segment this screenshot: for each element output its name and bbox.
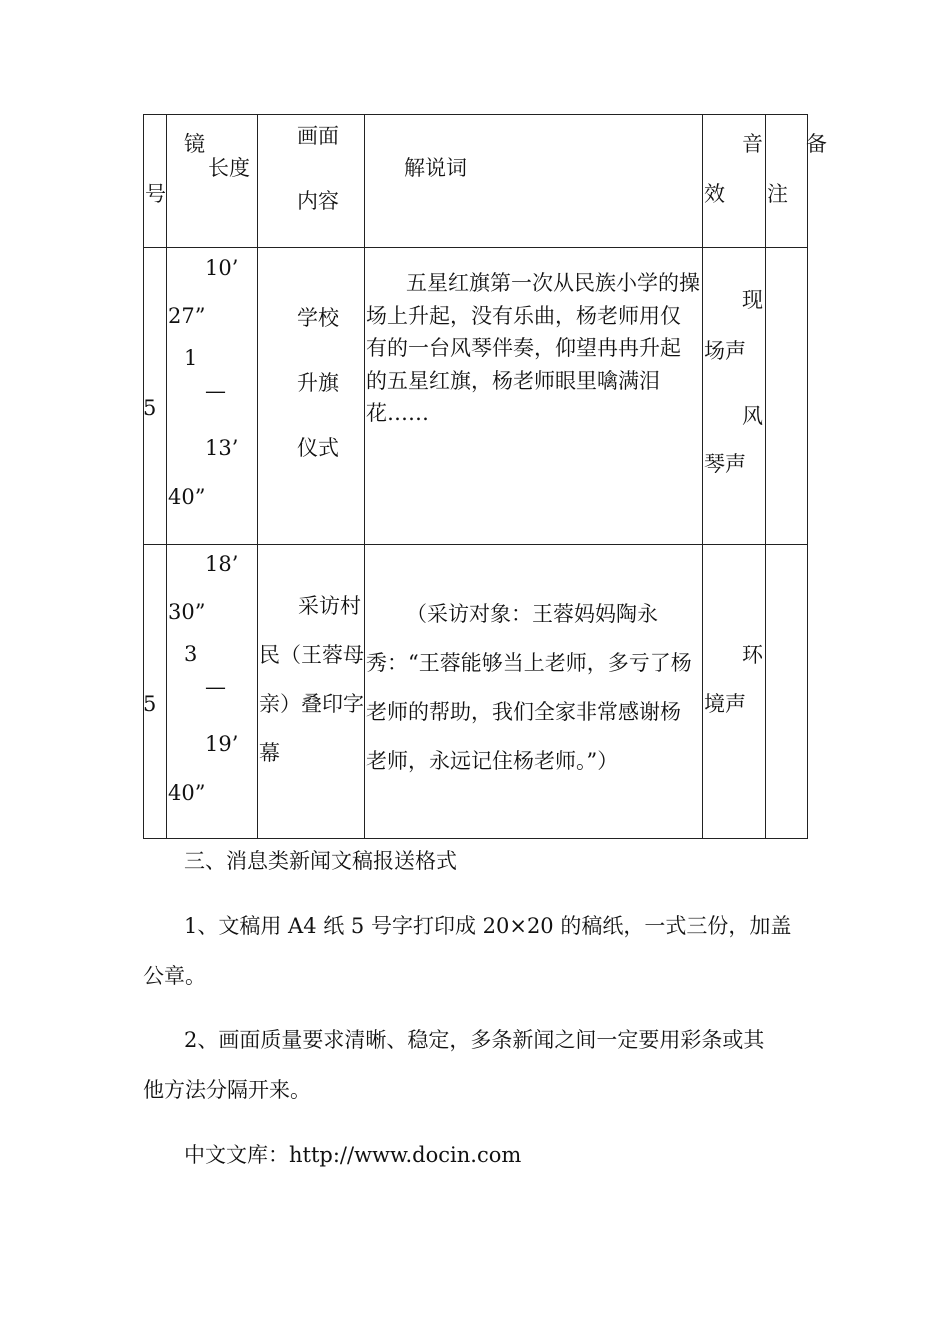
item1-line2: 公章。 xyxy=(143,964,206,988)
row2-time: 3 xyxy=(184,642,198,666)
row1-sound: 琴声 xyxy=(704,452,746,476)
row-divider xyxy=(144,544,807,545)
row2-time: 19’ xyxy=(205,732,239,756)
col-divider xyxy=(364,115,365,838)
row2-scene: 采访村 xyxy=(298,594,361,618)
header-scene-line1: 画面 xyxy=(297,124,339,148)
row2-time: 30” xyxy=(168,600,206,624)
header-yin: 音 xyxy=(742,132,763,156)
header-xiao: 效 xyxy=(704,182,725,206)
header-scene-line2: 内容 xyxy=(297,189,339,213)
row1-sound: 风 xyxy=(742,404,763,428)
footer-source: 中文文库：http://www.docin.com xyxy=(184,1143,522,1167)
row-divider xyxy=(144,247,807,248)
col-divider xyxy=(765,115,766,838)
row1-time: 10’ xyxy=(205,256,239,280)
header-bei: 备 xyxy=(806,132,827,156)
row1-time: 1 xyxy=(184,346,198,370)
row2-narration: （采访对象：王蓉妈妈陶永秀：“王蓉能够当上老师，多亏了杨老师的帮助，我们全家非常感谢杨老师，永远记住杨老师。”） xyxy=(366,602,692,773)
row1-time: 13’ xyxy=(205,436,239,460)
row1-time: 40” xyxy=(168,485,206,509)
item2-line2: 他方法分隔开来。 xyxy=(143,1078,311,1102)
col-divider xyxy=(166,115,167,838)
row1-time: 27” xyxy=(168,304,206,328)
row1-scene: 升旗 xyxy=(297,371,339,395)
row1-sound: 场声 xyxy=(704,339,746,363)
header-jing: 镜 xyxy=(184,132,205,156)
row2-sound: 境声 xyxy=(704,692,746,716)
header-length: 长度 xyxy=(208,156,250,180)
row2-scene: 民（王蓉母 xyxy=(259,643,364,667)
col-divider xyxy=(702,115,703,838)
row2-scene: 幕 xyxy=(259,741,280,765)
row1-time: — xyxy=(205,379,226,403)
row1-scene: 仪式 xyxy=(297,436,339,460)
row1-sound: 现 xyxy=(742,288,763,312)
row1-narration: 五星红旗第一次从民族小学的操场上升起，没有乐曲，杨老师用仅有的一台风琴伴奏，仰望冉冉升起的五星红旗，杨老师眼里噙满泪花…… xyxy=(366,271,700,425)
col-divider xyxy=(257,115,258,838)
item1-line1: 1、文稿用 A4 纸 5 号字打印成 20×20 的稿纸，一式三份，加盖 xyxy=(184,914,792,938)
row2-time: — xyxy=(205,675,226,699)
row2-time: 18’ xyxy=(205,552,239,576)
row1-number: 5 xyxy=(143,396,157,420)
header-zhu: 注 xyxy=(767,182,788,206)
row2-scene: 亲）叠印字 xyxy=(259,692,364,716)
header-narration: 解说词 xyxy=(404,156,467,180)
header-hao: 号 xyxy=(145,182,166,206)
row2-number: 5 xyxy=(143,692,157,716)
row2-sound: 环 xyxy=(742,643,763,667)
row2-time: 40” xyxy=(168,781,206,805)
row1-scene: 学校 xyxy=(297,306,339,330)
section-heading: 三、消息类新闻文稿报送格式 xyxy=(184,849,457,873)
item2-line1: 2、画面质量要求清晰、稳定，多条新闻之间一定要用彩条或其 xyxy=(184,1028,765,1052)
